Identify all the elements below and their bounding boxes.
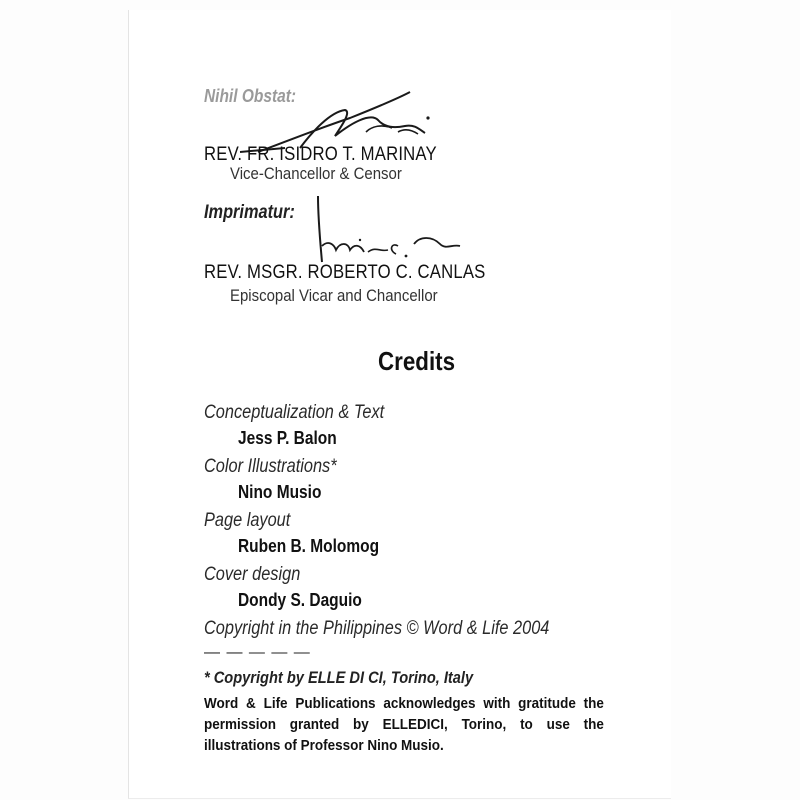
separator-dashes: — — — — —: [204, 644, 311, 661]
imprimatur-name: REV. MSGR. ROBERTO C. CANLAS: [204, 262, 486, 283]
nihil-obstat-name: REV. FR. ISIDRO T. MARINAY: [204, 144, 437, 165]
credits-title: Credits: [378, 346, 456, 376]
credit-person: Dondy S. Daguio: [238, 590, 362, 610]
nihil-obstat-role: Vice-Chancellor & Censor: [230, 164, 402, 183]
credit-role: Cover design: [204, 564, 301, 585]
credit-person: Ruben B. Molomog: [238, 536, 380, 556]
acknowledgement-paragraph: Word & Life Publications acknowledges with gratitude the permission granted by ELLEDICI, Torino, to use the illustrations of Professor Nino Musio.: [204, 696, 604, 754]
copyright-line: Copyright in the Philippines © Word & Life 2004: [204, 618, 550, 639]
credit-role: Page layout: [204, 510, 291, 531]
imprimatur-role: Episcopal Vicar and Chancellor: [230, 286, 438, 305]
footnote: * Copyright by ELLE DI CI, Torino, Italy: [204, 668, 474, 687]
nihil-obstat-label: Nihil Obstat:: [204, 86, 297, 106]
credit-role: Conceptualization & Text: [204, 402, 385, 423]
credit-person: Jess P. Balon: [238, 428, 337, 448]
credit-role: Color Illustrations*: [204, 456, 337, 477]
credit-person: Nino Musio: [238, 482, 322, 502]
imprimatur-label: Imprimatur:: [204, 202, 295, 223]
